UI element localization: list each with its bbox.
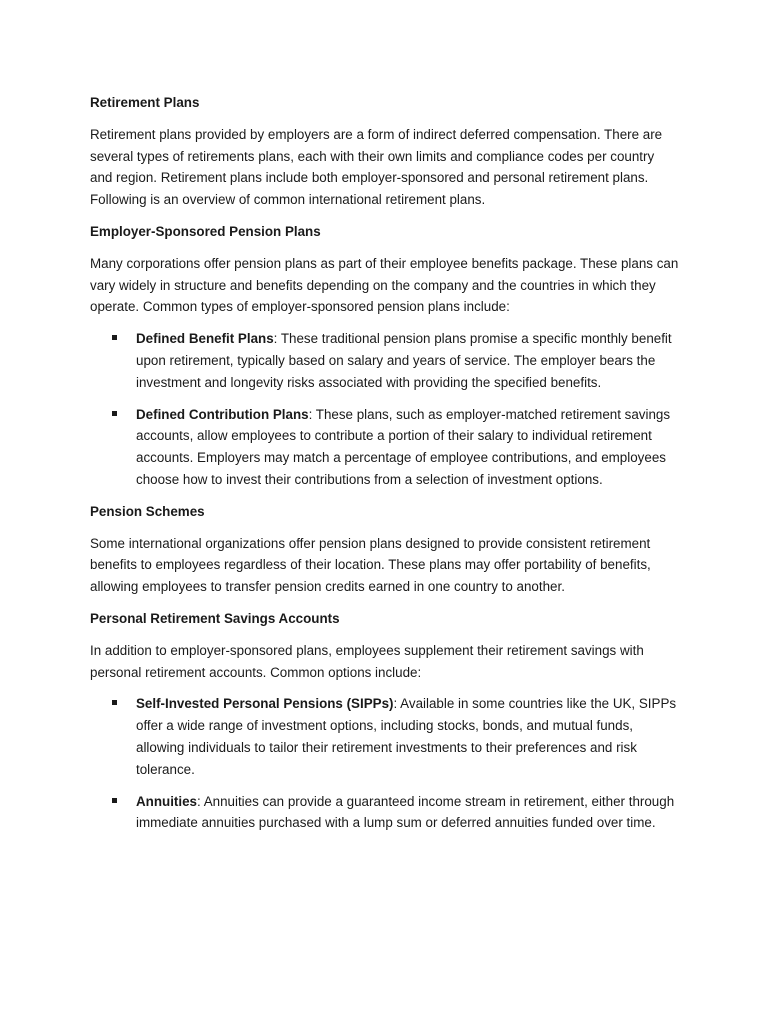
square-bullet-icon <box>112 798 117 803</box>
list-item-term: Self-Invested Personal Pensions (SIPPs) <box>136 696 394 712</box>
list-item-defined-benefit <box>90 328 680 393</box>
list-item-term: Defined Contribution Plans <box>136 406 309 422</box>
section-heading-retirement-plans: Retirement Plans <box>90 95 200 110</box>
section-heading-pension-schemes: Pension Schemes <box>90 503 205 519</box>
personal-accounts-list <box>90 693 680 834</box>
list-item-text: : Available in some countries like the UK, SIPPs offer a wide range of investment options, including stocks, bonds, and mutual funds, allowing individuals to tailor their retirement investments to their preferences and risk tolerance. <box>136 696 677 777</box>
section-heading-employer-sponsored: Employer-Sponsored Pension Plans <box>90 223 321 239</box>
list-item-text: : Annuities can provide a guaranteed income stream in retirement, either through immediate annuities purchased with a lump sum or deferred annuities funded over time. <box>136 793 675 831</box>
list-item-term: Defined Benefit Plans <box>136 331 274 347</box>
list-item-text: : These plans, such as employer-matched retirement savings accounts, allow employees to contribute a portion of their salary to individual retirement accounts. Employers may match a percentage of employee contributions, and employees choose how to invest their contributions from a selection of investment options. <box>136 406 671 487</box>
list-item-term: Annuities <box>136 793 198 809</box>
section-paragraph-employer-sponsored: Many corporations offer pension plans as part of their employee benefits package. These plans can vary widely in structure and benefits depending on the company and the countries in which they operate. Common types of employer-sponsored pension plans include: <box>90 255 679 315</box>
list-item-sipps <box>90 693 680 780</box>
section-paragraph-retirement-plans: Retirement plans provided by employers are a form of indirect deferred compensation. There are several types of retirements plans, each with their own limits and compliance codes per country and region. Retirement plans include both employer-sponsored and personal retirement plans. Following is an overview of common international retirement plans. <box>90 126 663 208</box>
list-item-annuities <box>90 791 680 835</box>
square-bullet-icon <box>112 411 117 416</box>
list-item-text: : These traditional pension plans promise a specific monthly benefit upon retirement, typically based on salary and years of service. The employer bears the investment and longevity risks associated with providing the specified benefits. <box>136 331 672 390</box>
section-heading-personal-savings: Personal Retirement Savings Accounts <box>90 610 340 626</box>
document-body <box>90 92 680 844</box>
list-item-defined-contribution <box>90 404 680 491</box>
square-bullet-icon <box>112 700 117 705</box>
section-paragraph-pension-schemes: Some international organizations offer pension plans designed to provide consistent retirement benefits to employees regardless of their location. These plans may offer portability of benefits, allowing employees to transfer pension credits earned in one country to another. <box>90 535 651 595</box>
employer-plans-list <box>90 328 680 491</box>
square-bullet-icon <box>112 335 117 340</box>
section-paragraph-personal-savings: In addition to employer-sponsored plans, employees supplement their retirement savings with personal retirement accounts. Common options include: <box>90 642 644 680</box>
